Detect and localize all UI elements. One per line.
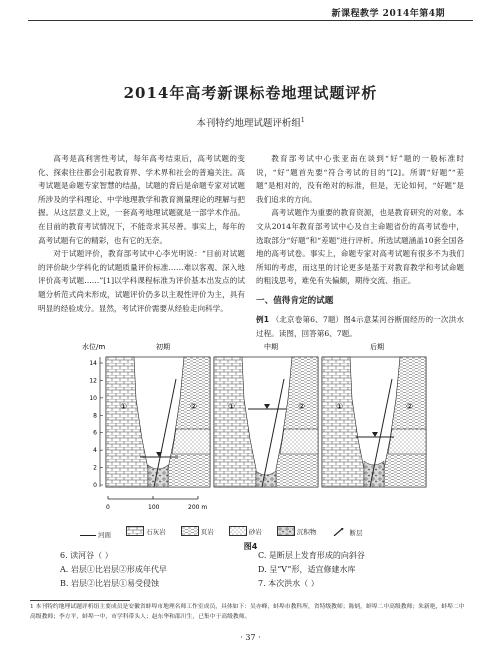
left-paragraph-2: 对于试题评价，教育部考试中心李光明说：“目前对试题的评价缺少学科化的试题质量评价标准……难以客观、深入地评价高考试题……”[1]以学科课程标准为评价基本出发点的试题分析范式尚未形成，试题评价仍多以主观性评价为主，具有明显的经验成分。显然，考试评价需要从经验走向科学。 (38, 249, 245, 313)
right-paragraph-2: 高考试题作为重要的教育资源，也是教育研究的对象。本文从2014年教育部考试中心及自主命题省份的高考试卷中，选取部分“好题”和“差题”进行评析。所选试题涵盖10套全国各地的高考试卷。事实上，命题专家对高考试题有很多不为我们所知的考虑，而这里的讨论更多是基于对教育教学和考试命题的粗浅思考，难免有失偏颇，期待交流、指正。 (256, 208, 464, 286)
article-author (0, 115, 501, 129)
scale-label-100: 100 (148, 504, 160, 511)
section-heading: 一、值得肯定的试题 (256, 295, 334, 306)
right-bank-sandstone (388, 429, 426, 454)
layer-mark-2: ② (298, 402, 306, 411)
panel-title-late: 后期 (370, 343, 384, 351)
river-valley-diagram (78, 339, 438, 519)
panel-title-middle: 中期 (264, 343, 278, 351)
legend-sandstone: 砂岩 (229, 526, 262, 536)
legend-sediment: 沉积物 (277, 526, 317, 536)
left-column (38, 152, 245, 315)
question-6-option-c: C. 是断层上发育形成的向斜谷 (258, 551, 365, 560)
panel-title-early: 初期 (156, 343, 170, 351)
valley-panels (106, 357, 426, 487)
legend-fault: 断层 (331, 528, 362, 537)
scale-label-200: 200 m (188, 504, 208, 511)
question-6-option-d: D. 呈“V”形，适宜修建水库 (258, 565, 356, 574)
y-tick-label-6: 6 (93, 429, 97, 437)
layer-mark-2: ② (190, 402, 198, 411)
right-paragraph-1: 教育部考试中心张亚南在谈到“好”题的一般标准时说，“好”题首先要“符合考试的目的”[2]。所谓“好题”“差题”是相对的，没有绝对的标准，但是，无论如何，“好题”是我们追求的方向。 (256, 154, 464, 204)
example-1 (256, 313, 464, 340)
question-6-option-b: B. 岩层②比岩层①易受侵蚀 (60, 579, 159, 588)
figure-caption: 图4 (243, 542, 258, 551)
y-tick-label-8: 8 (93, 412, 97, 420)
example-text: （北京卷第6、7题）图4示意某河谷断面经历的一次洪水过程。读图，回答第6、7题。 (256, 314, 464, 338)
question-7: 7. 本次洪水（ ） (258, 579, 319, 588)
page-header (0, 0, 501, 22)
layer-mark-2: ② (406, 402, 414, 411)
legend-river: 河面 (80, 530, 111, 539)
legend-swatch-sediment (277, 526, 295, 536)
legend-swatch-fault (331, 528, 347, 536)
layer-mark-1: ① (336, 402, 344, 411)
valley-panel-2 (214, 357, 318, 487)
right-column (256, 152, 464, 340)
layer-mark-1: ① (228, 402, 236, 411)
valley-panel-1 (106, 357, 210, 487)
legend-swatch-river (80, 532, 96, 536)
legend-swatch-shale (181, 526, 199, 536)
y-tick-label-0: 0 (93, 482, 97, 489)
legend-limestone: 石灰岩 (126, 526, 166, 536)
figure-4-river-valley (78, 339, 438, 519)
footnote-rule (30, 600, 130, 601)
layer-mark-1: ① (120, 402, 128, 411)
footnote: 1 本刊特约地理试题评析组主要成员是安徽省蚌埠市地理名师工作室成员，具体如下：吴亦峰，蚌埠市教科所，省特级教师；陈炳，蚌埠二中高级教师；朱新艳，蚌埠二中高级教师；李方平，蚌埠一中，市学科带头人；赵东华和邵川生，已集中于高级教师。 (30, 604, 465, 620)
y-tick-label-10: 10 (89, 394, 97, 402)
left-paragraph-1: 高考是高利害性考试，每年高考结束后，高考试题的变化、探索往往都会引起教育界、学术界和社会的普遍关注。高考试题是命题专家智慧的结晶，试题的背后是命题专家对试题所涉及的学科理论、中学地理教学和教育测量理论的理解与把握。从这层意义上说，一套高考地理试题就是一部学术作品。在目前的教育考试情况下，不能奇求其尽善。事实上，每年的高考试题有它的精彩，也有它的无奈。 (38, 154, 245, 245)
legend-swatch-sandstone (229, 526, 247, 536)
y-ticks (89, 360, 103, 489)
legend-swatch-limestone (126, 526, 144, 536)
author-name: 本刊特约地理试题评析组 (196, 118, 301, 129)
legend-shale: 页岩 (181, 526, 214, 536)
scale-label-0: 0 (106, 504, 110, 511)
header-text: 新课程教学 2014年第4期 (331, 9, 445, 19)
question-6: 6. 读河谷（ ） (60, 551, 113, 560)
y-axis-label: 水位/m (82, 343, 106, 351)
valley-panel-3 (322, 357, 426, 487)
y-tick-label-14: 14 (89, 360, 97, 367)
y-tick-label-4: 4 (93, 447, 97, 455)
header-rule (28, 20, 473, 21)
y-tick-label-2: 2 (93, 464, 97, 472)
page-number: · 37 · (240, 633, 261, 642)
question-6-option-a: A. 岩层①比岩层②形成年代早 (60, 565, 167, 574)
article-title: 2014年高考新课标卷地理试题评析 (123, 84, 378, 102)
example-label: 例1 (256, 314, 270, 324)
y-tick-label-12: 12 (89, 377, 97, 385)
figure-legend (80, 521, 430, 539)
author-footnote-mark: 1 (300, 116, 305, 124)
right-bank-sandstone (280, 429, 318, 454)
right-bank-sandstone (172, 429, 210, 454)
